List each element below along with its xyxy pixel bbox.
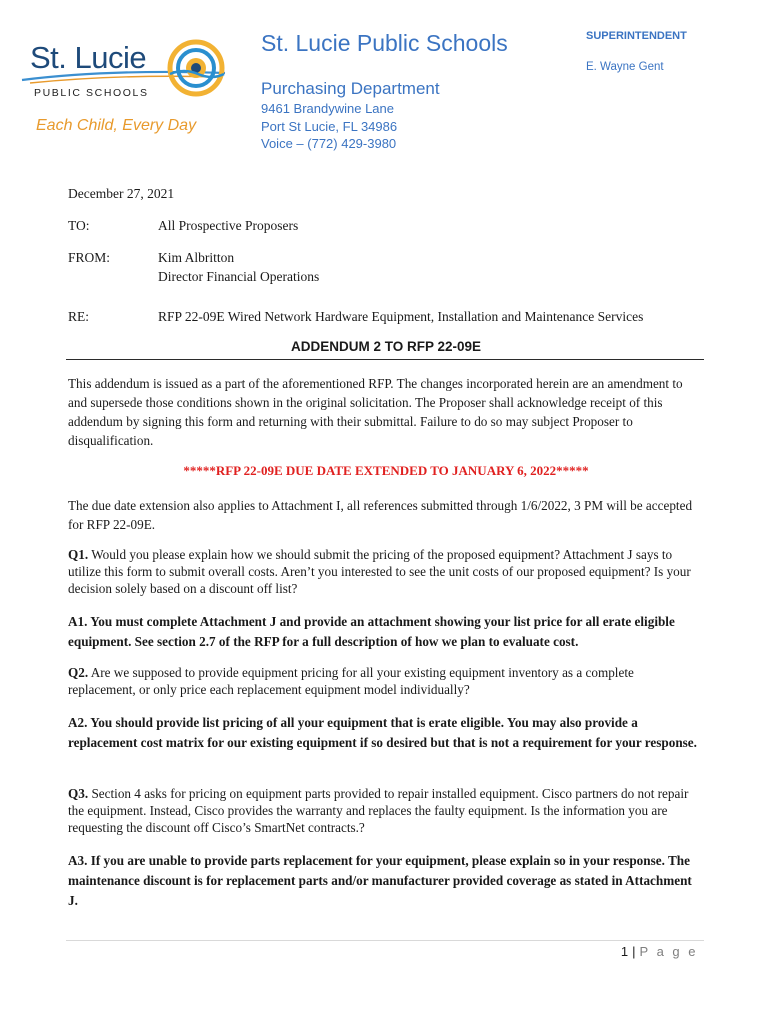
page-footer: [621, 944, 698, 959]
superintendent-label: SUPERINTENDENT: [586, 30, 687, 42]
district-logo: [18, 36, 233, 146]
address-line-1: 9461 Brandywine Lane: [261, 101, 394, 116]
answer-1: A1. You must complete Attachment J and provide an attachment showing your list price for all erate eligible equipment. See section 2.7 of the RFP for a full description of how we plan to evaluate cost.: [68, 614, 675, 649]
page-label: P a g e: [639, 944, 698, 959]
question-1: [68, 546, 704, 597]
logo-tagline: Each Child, Every Day: [36, 117, 197, 134]
address-line-2: Port St Lucie, FL 34986: [261, 119, 398, 134]
logo-subtitle: PUBLIC SCHOOLS: [34, 87, 149, 99]
memo-date: December 27, 2021: [68, 186, 175, 201]
due-date-notice: *****RFP 22-09E DUE DATE EXTENDED TO JANUARY 6, 2022*****: [183, 463, 589, 478]
addendum-title: ADDENDUM 2 TO RFP 22-09E: [290, 339, 482, 354]
phone-number: Voice – (772) 429-3980: [261, 136, 397, 151]
question-3-text: Section 4 asks for pricing on equipment parts provided to repair installed equipment. Cisco partners do not repair the equipment. Instead, Cisco provides the warranty and replaces the faulty equipment. Is the information you are requesting the discount off Cisco’s SmartNet contracts.?: [68, 786, 689, 835]
footer-divider: [66, 940, 704, 941]
page-number: 1: [620, 944, 629, 959]
answer-3: A3. If you are unable to provide parts replacement for your equipment, please explain so in your response. The maintenance discount is for replacement parts and/or manufacturer provided coverage as stated in Attachment J.: [68, 853, 692, 908]
to-value: All Prospective Proposers: [158, 218, 299, 233]
to-label: TO:: [68, 218, 90, 233]
question-1-label: Q1.: [68, 547, 89, 562]
from-name: Kim Albritton: [158, 250, 235, 265]
question-1-text: Would you please explain how we should submit the pricing of the proposed equipment? Attachment J says to utilize this form to submit overall costs. Aren’t you interested to see the unit costs of our proposed equipment? Is your decision solely based on a discount off list?: [68, 547, 691, 596]
re-value: RFP 22-09E Wired Network Hardware Equipment, Installation and Maintenance Services: [158, 309, 644, 324]
question-2: [68, 664, 704, 698]
question-3: [68, 785, 704, 836]
question-2-text: Are we supposed to provide equipment pricing for all your existing equipment inventory as a complete replacement, or only price each replacement equipment model individually?: [68, 665, 634, 697]
school-name: St. Lucie Public Schools: [261, 30, 508, 56]
addendum-intro: This addendum is issued as a part of the aforementioned RFP. The changes incorporated herein are an amendment to and supersede those conditions shown in the original solicitation. The Proposer shall acknowledge receipt of this addendum by signing this form and returning with their submittal. Failure to do so may subject Proposer to disqualification.: [68, 376, 683, 448]
question-2-label: Q2.: [68, 665, 89, 680]
extension-note: The due date extension also applies to Attachment I, all references submitted through 1/6/2022, 3 PM will be accepted for RFP 22-09E.: [68, 498, 693, 532]
from-label: FROM:: [68, 250, 111, 265]
answer-2: A2. You should provide list pricing of all your equipment that is erate eligible. You may also provide a replacement cost matrix for our existing equipment if so desired but that is not a requirement for your response.: [68, 715, 697, 750]
from-title: Director Financial Operations: [158, 269, 320, 284]
sun-wave-emblem-icon: [166, 38, 226, 98]
re-label: RE:: [68, 309, 90, 324]
superintendent-name: E. Wayne Gent: [586, 61, 664, 73]
logo-title: St. Lucie: [30, 40, 147, 75]
page-separator: |: [632, 944, 636, 959]
question-3-label: Q3.: [68, 786, 89, 801]
department-name: Purchasing Department: [261, 79, 440, 98]
title-divider: [66, 359, 704, 360]
